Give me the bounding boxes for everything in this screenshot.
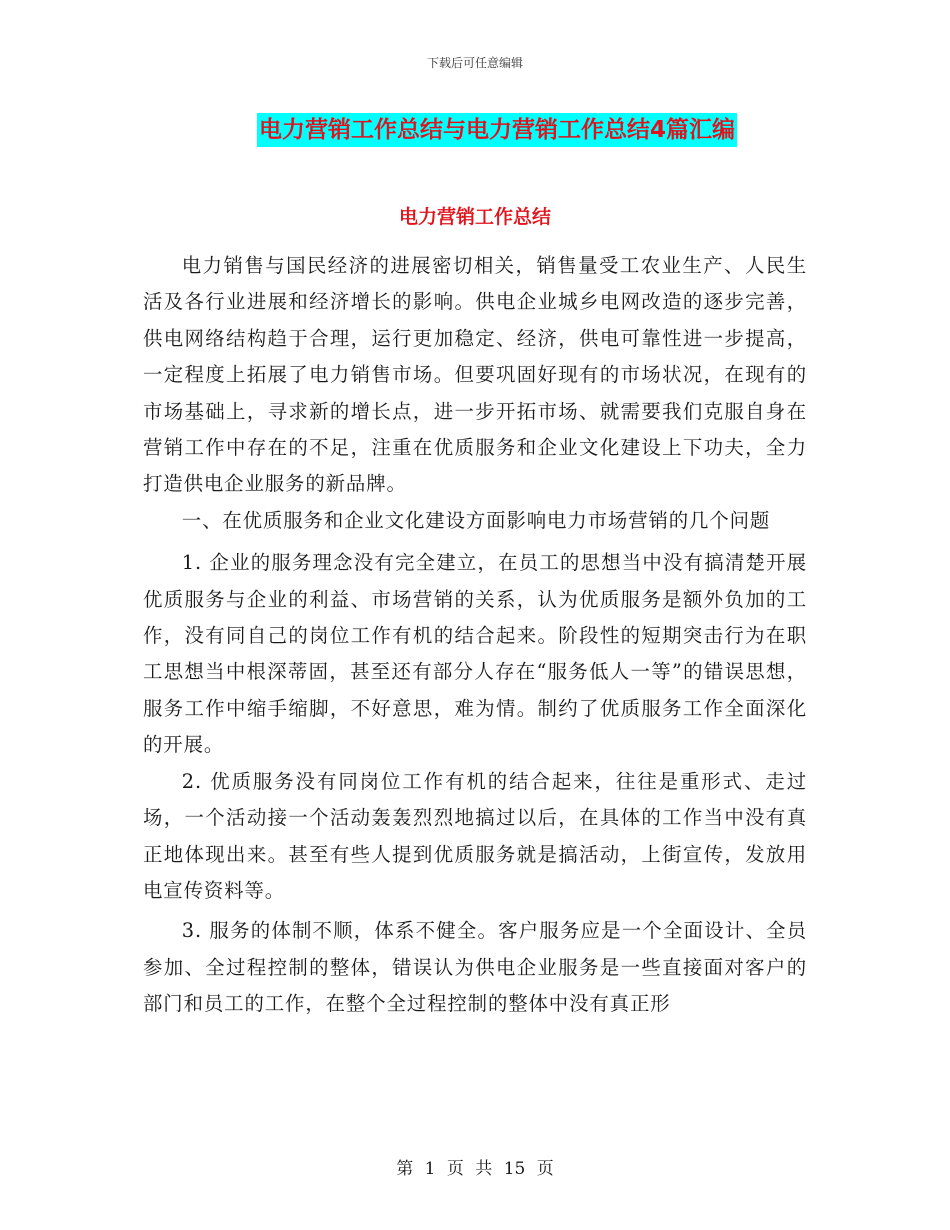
paragraph-heading-one: 一、在优质服务和企业文化建设方面影响电力市场营销的几个问题	[181, 508, 771, 532]
section-title: 电力营销工作总结	[398, 206, 551, 228]
paragraph-item-3: 3. 服务的体制不顺，体系不健全。客户服务应是一个全面设计、全员参加、全过程控制的整体，错误认为供电企业服务是一些直接面对客户的部门和员工的工作，在整个全过程控制的整体中没有真正形	[143, 919, 807, 1016]
document-title-container	[0, 113, 950, 147]
paragraph-item-2: 2. 优质服务没有同岗位工作有机的结合起来，往往是重形式、走过场，一个活动接一个活动轰轰烈烈地搞过以后，在具体的工作当中没有真正地体现出来。甚至有些人提到优质服务就是搞活动，上街宣传，发放用电宣传资料等。	[143, 769, 807, 902]
header-note: 下载后可任意编辑	[426, 56, 523, 70]
paragraph-intro: 电力销售与国民经济的进展密切相关，销售量受工农业生产、人民生活及各行业进展和经济增长的影响。供电企业城乡电网改造的逐步完善，供电网络结构趋于合理，运行更加稳定、经济，供电可靠性进一步提高，一定程度上拓展了电力销售市场。但要巩固好现有的市场状况，在现有的市场基础上，寻求新的增长点，进一步开拓市场、就需要我们克服自身在营销工作中存在的不足，注重在优质服务和企业文化建设上下功夫，全力打造供电企业服务的新品牌。	[143, 254, 807, 496]
page-number: 第 1 页 共 15 页	[396, 1159, 554, 1179]
document-body	[143, 248, 807, 1023]
paragraph-item-1: 1. 企业的服务理念没有完全建立，在员工的思想当中没有搞清楚开展优质服务与企业的利益、市场营销的关系，认为优质服务是额外负加的工作，没有同自己的岗位工作有机的结合起来。阶段性的短期突击行为在职工思想当中根深蒂固，甚至还有部分人存在“服务低人一等”的错误思想，服务工作中缩手缩脚，不好意思，难为情。制约了优质服务工作全面深化的开展。	[143, 551, 807, 757]
document-title: 电力营销工作总结与电力营销工作总结4篇汇编	[257, 113, 737, 147]
